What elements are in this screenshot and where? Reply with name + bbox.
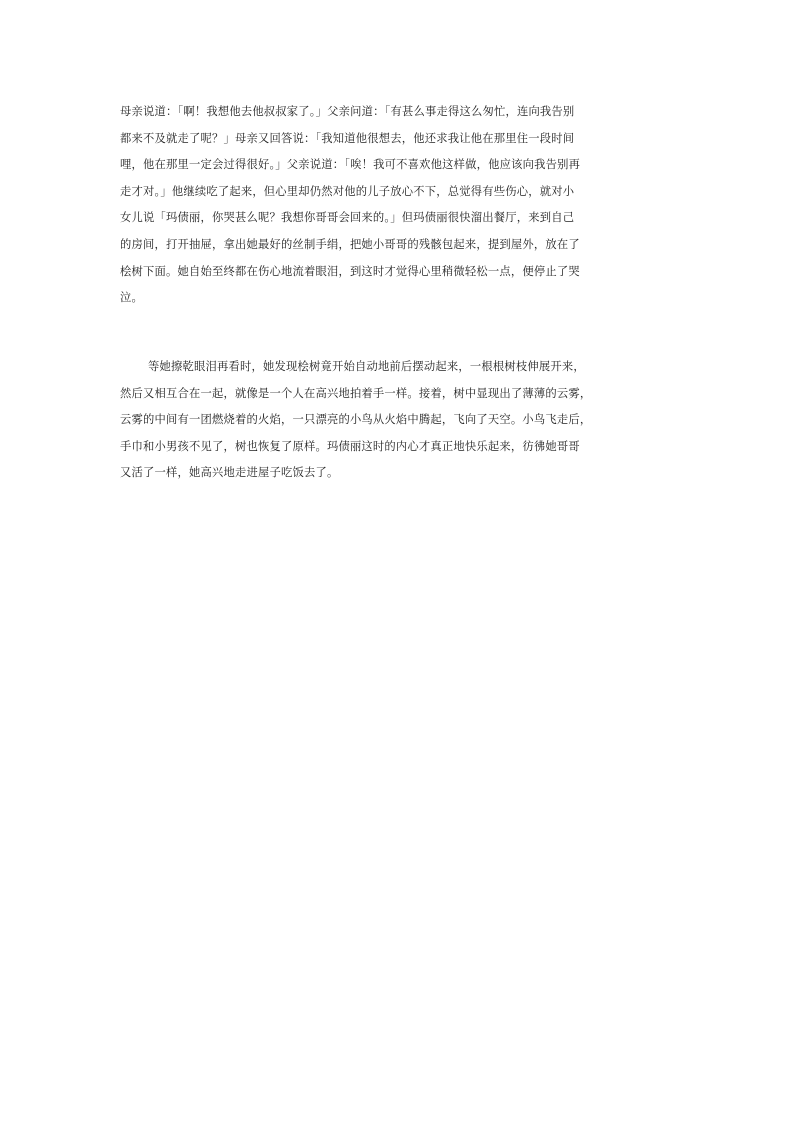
text-line: 哩，他在那里一定会过得很好。」父亲说道：「唉！我可不喜欢他这样做，他应该向我告别再 <box>120 158 581 172</box>
text-line: 泣。 <box>120 291 143 305</box>
text-line: 的房间，打开抽屉，拿出她最好的丝制手绢，把她小哥哥的残骸包起来，提到屋外，放在了 <box>120 237 580 251</box>
text-line: 母亲说道：「啊！我想他去他叔叔家了。」父亲问道：「有甚么事走得这么匆忙，连向我告别 <box>120 105 575 118</box>
paragraph-2 <box>120 354 685 487</box>
text-line: 桧树下面。她自始至终都在伤心地流着眼泪，到这时才觉得心里稍微轻松一点，便停止了哭 <box>120 264 580 278</box>
text-line: 然后又相互合在一起，就像是一个人在高兴地拍着手一样。接着，树中显现出了薄薄的云雾， <box>120 386 592 400</box>
text-line: 女儿说「玛债丽，你哭甚么呢？我想你哥哥会回来的。」但玛债丽很快溜出餐厅，来到自己 <box>120 211 575 225</box>
text-line: 走才对。」他继续吃了起来，但心里却仍然对他的儿子放心不下，总觉得有些伤心，就对小 <box>120 184 575 198</box>
text-line: 手巾和小男孩不见了，树也恢复了原样。玛债丽这时的内心才真正地快乐起来，彷彿她哥哥 <box>120 439 580 453</box>
paragraph-1 <box>120 99 685 312</box>
text-line: 都来不及就走了呢？」母亲又回答说：「我知道他很想去，他还求我让他在那里住一段时间 <box>120 131 575 145</box>
text-line: 等她擦乾眼泪再看时，她发现桧树竟开始自动地前后摆动起来，一根根树枝伸展开来， <box>148 360 585 373</box>
text-line: 云雾的中间有一团燃烧着的火焰，一只漂亮的小鸟从火焰中腾起，飞向了天空。小鸟飞走后， <box>120 413 592 427</box>
text-line: 又活了一样，她高兴地走进屋子吃饭去了。 <box>120 466 339 480</box>
